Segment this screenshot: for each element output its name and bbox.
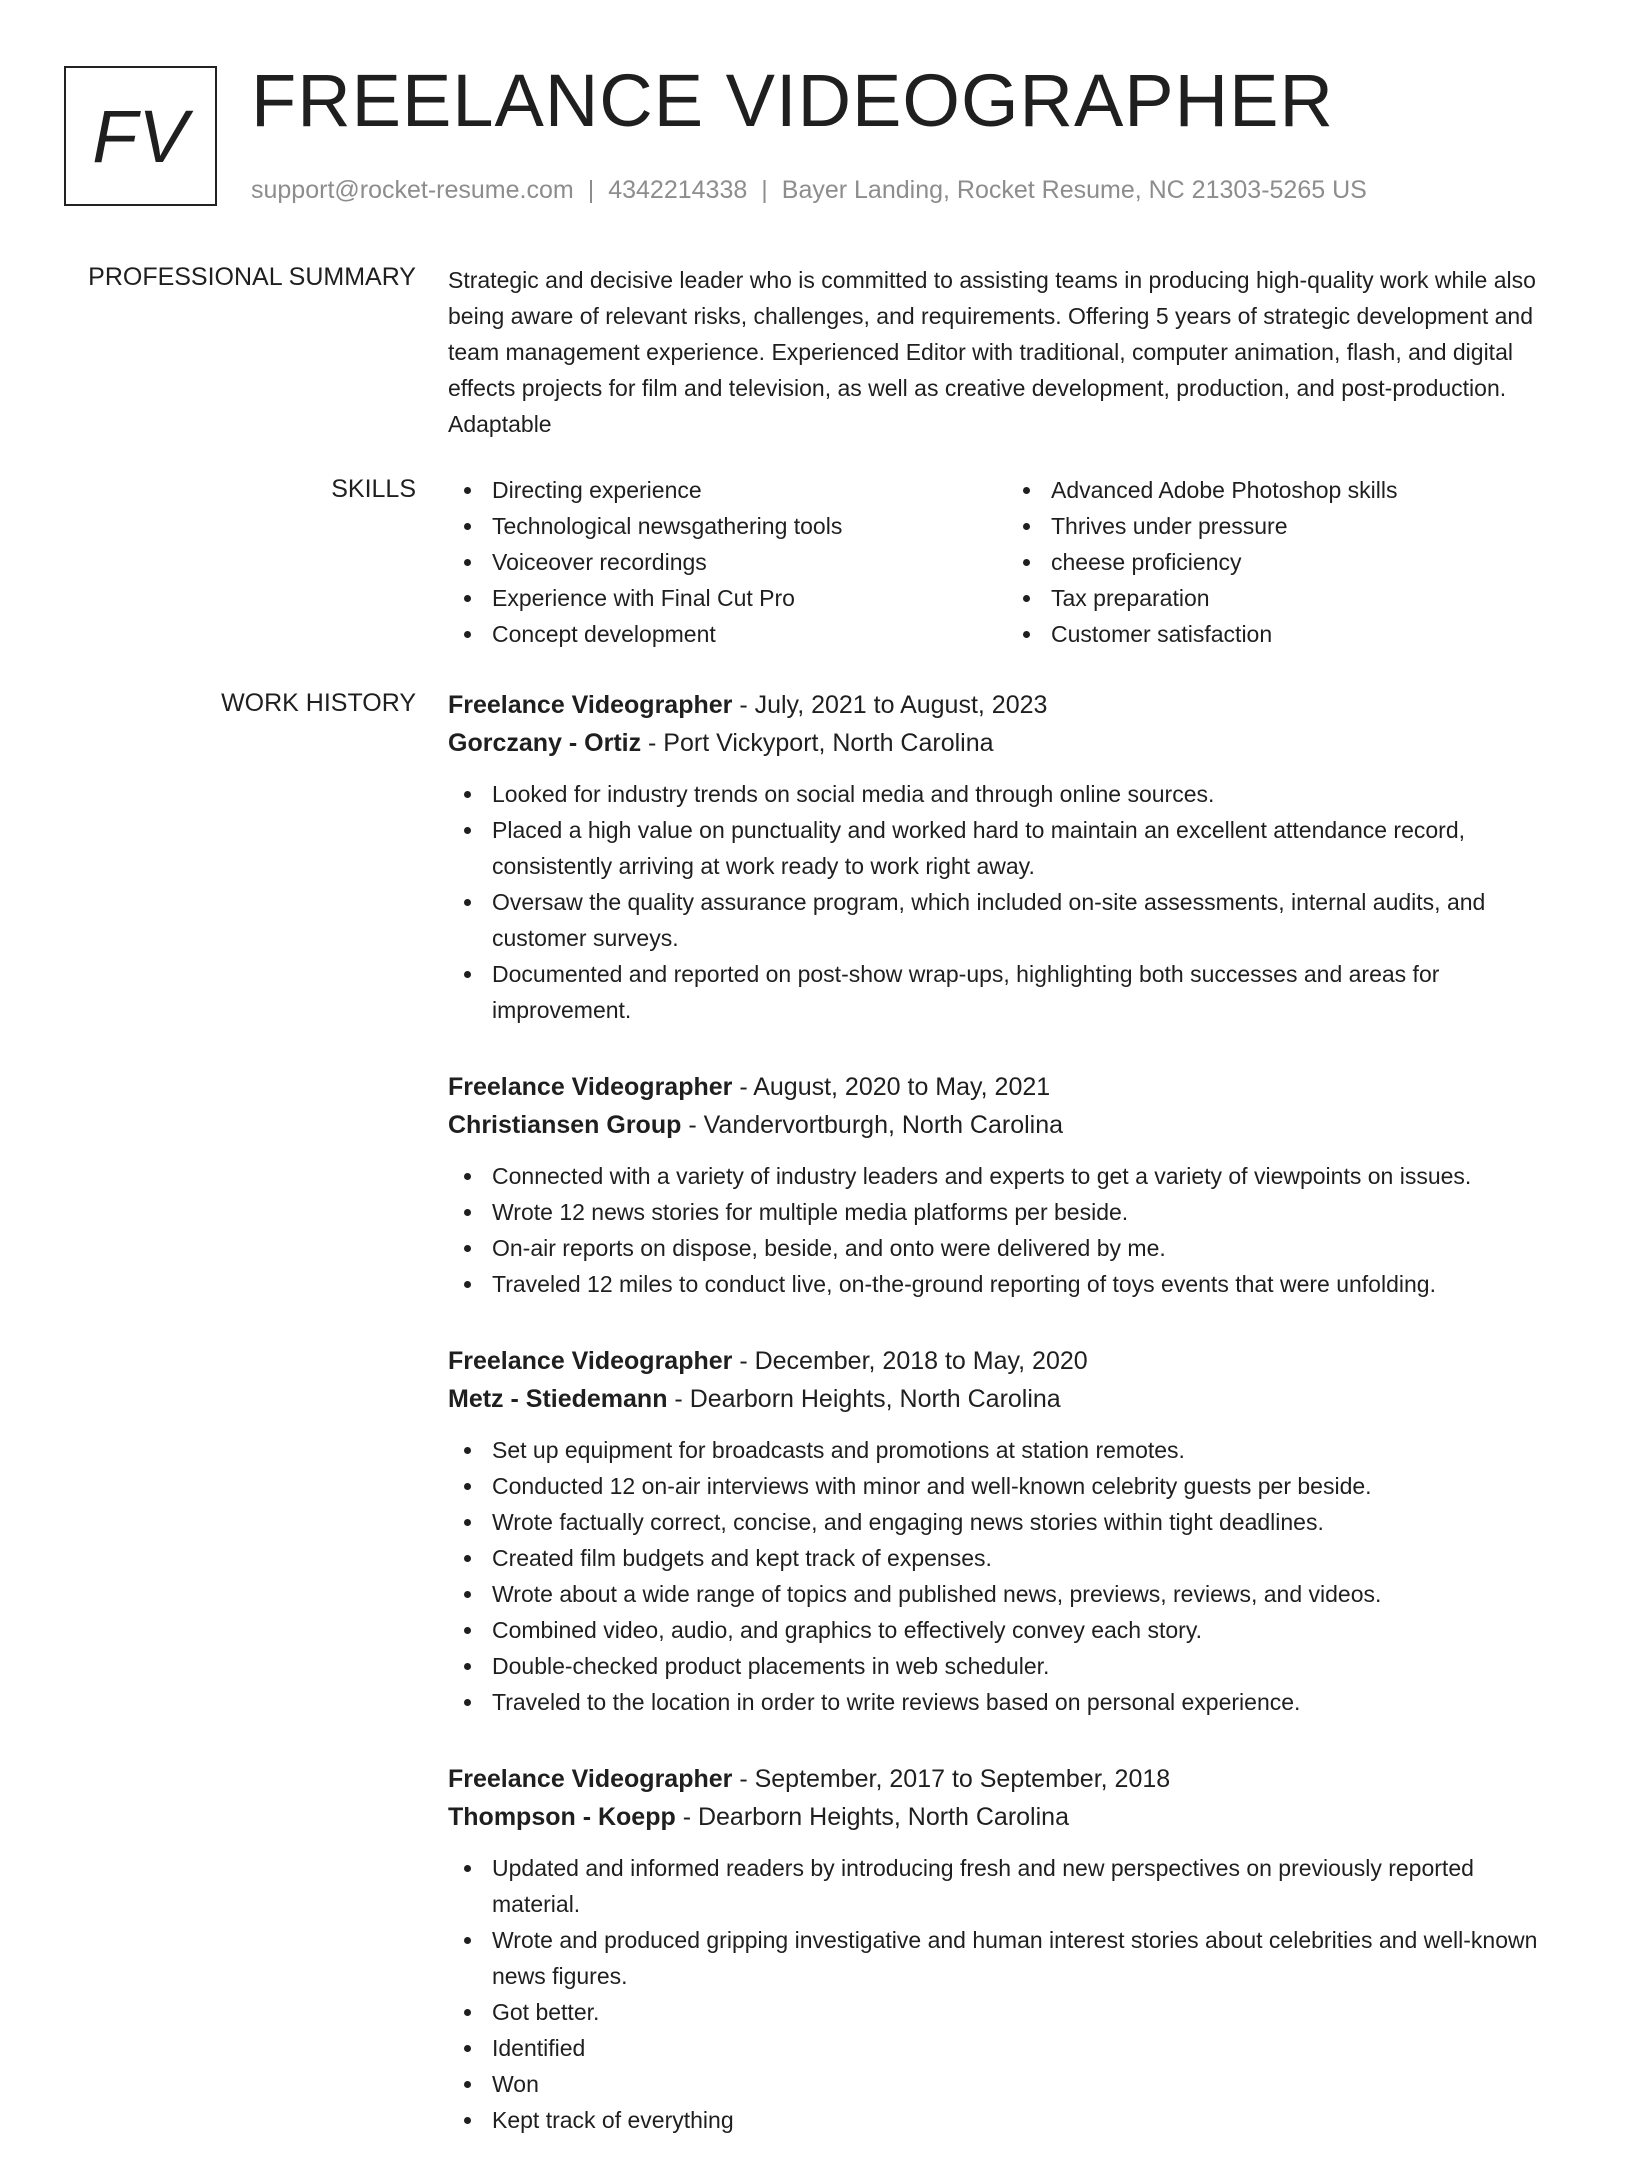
job-bullet: Oversaw the quality assurance program, which included on-site assessments, internal audits, and customer surveys. <box>492 884 1566 956</box>
skill-item: Voiceover recordings <box>492 544 1007 580</box>
job-company: Christiansen Group <box>448 1111 682 1139</box>
contact-address: Bayer Landing, Rocket Resume, NC 21303-5265 US <box>781 176 1367 204</box>
job-bullet: Won <box>492 2066 1566 2102</box>
job-location: - Dearborn Heights, North Carolina <box>667 1385 1061 1413</box>
job-entry <box>448 686 1566 1028</box>
job-bullet: Kept track of everything <box>492 2102 1566 2138</box>
job-bullet: Looked for industry trends on social media and through online sources. <box>492 776 1566 812</box>
job-bullets <box>448 1158 1566 1302</box>
job-bullets <box>448 1850 1566 2138</box>
job-title: Freelance Videographer <box>448 691 733 719</box>
job-bullet: Wrote and produced gripping investigative and human interest stories about celebrities and well-known news figures. <box>492 1922 1566 1994</box>
skill-item: Thrives under pressure <box>1051 508 1566 544</box>
job-company: Metz - Stiedemann <box>448 1385 668 1413</box>
job-entry <box>448 1342 1566 1720</box>
skill-item: Directing experience <box>492 472 1007 508</box>
skill-item: Advanced Adobe Photoshop skills <box>1051 472 1566 508</box>
job-company: Thompson - Koepp <box>448 1803 676 1831</box>
job-location: - Dearborn Heights, North Carolina <box>675 1803 1069 1831</box>
job-bullets <box>448 1432 1566 1720</box>
job-bullet: Placed a high value on punctuality and worked hard to maintain an excellent attendance record, consistently arriving at work ready to work right away. <box>492 812 1566 884</box>
job-bullet: Double-checked product placements in web scheduler. <box>492 1648 1566 1684</box>
job-company: Gorczany - Ortiz <box>448 729 642 757</box>
job-title: Freelance Videographer <box>448 1765 733 1793</box>
skill-item: Experience with Final Cut Pro <box>492 580 1007 616</box>
contact-line <box>251 174 1367 206</box>
contact-phone: 4342214338 <box>608 176 748 204</box>
job-company-line <box>448 724 1566 762</box>
contact-separator: | <box>761 176 768 204</box>
job-bullet: Wrote factually correct, concise, and engaging news stories within tight deadlines. <box>492 1504 1566 1540</box>
skills-heading: SKILLS <box>331 475 416 503</box>
summary-heading: PROFESSIONAL SUMMARY <box>88 263 416 291</box>
job-title: Freelance Videographer <box>448 1073 733 1101</box>
page-title: FREELANCE VIDEOGRAPHER <box>251 59 1334 142</box>
job-dates: - September, 2017 to September, 2018 <box>732 1765 1171 1793</box>
job-bullet: Set up equipment for broadcasts and promotions at station remotes. <box>492 1432 1566 1468</box>
job-bullet: Wrote 12 news stories for multiple media platforms per beside. <box>492 1194 1566 1230</box>
job-bullet: Got better. <box>492 1994 1566 2030</box>
job-entry <box>448 1068 1566 1302</box>
skill-item: Concept development <box>492 616 1007 652</box>
job-company-line <box>448 1380 1566 1418</box>
job-bullet: Identified <box>492 2030 1566 2066</box>
skills-list-left <box>448 472 1007 652</box>
job-bullet: Updated and informed readers by introducing fresh and new perspectives on previously reported material. <box>492 1850 1566 1922</box>
job-location: - Port Vickyport, North Carolina <box>641 729 994 757</box>
job-bullet: Wrote about a wide range of topics and published news, previews, reviews, and videos. <box>492 1576 1566 1612</box>
contact-email: support@rocket-resume.com <box>251 176 574 204</box>
skills-list-right <box>1007 472 1566 652</box>
skill-item: cheese proficiency <box>1051 544 1566 580</box>
job-dates: - August, 2020 to May, 2021 <box>732 1073 1051 1101</box>
job-company-line <box>448 1798 1566 1836</box>
job-bullet: Created film budgets and kept track of expenses. <box>492 1540 1566 1576</box>
job-dates: - December, 2018 to May, 2020 <box>732 1347 1088 1375</box>
job-bullet: On-air reports on dispose, beside, and onto were delivered by me. <box>492 1230 1566 1266</box>
job-title-line <box>448 686 1566 724</box>
job-bullet: Conducted 12 on-air interviews with minor and well-known celebrity guests per beside. <box>492 1468 1566 1504</box>
monogram-text: FV <box>92 94 189 178</box>
job-entry <box>448 1760 1566 2138</box>
skill-item: Customer satisfaction <box>1051 616 1566 652</box>
job-title-line <box>448 1342 1566 1380</box>
job-company-line <box>448 1106 1566 1144</box>
contact-separator: | <box>587 176 595 204</box>
job-bullets <box>448 776 1566 1028</box>
job-title-line <box>448 1760 1566 1798</box>
skill-item: Technological newsgathering tools <box>492 508 1007 544</box>
job-bullet: Traveled 12 miles to conduct live, on-the-ground reporting of toys events that were unfolding. <box>492 1266 1566 1302</box>
job-title-line <box>448 1068 1566 1106</box>
job-title: Freelance Videographer <box>448 1347 733 1375</box>
skill-item: Tax preparation <box>1051 580 1566 616</box>
job-bullet: Documented and reported on post-show wrap-ups, highlighting both successes and areas for improvement. <box>492 956 1566 1028</box>
job-bullet: Combined video, audio, and graphics to effectively convey each story. <box>492 1612 1566 1648</box>
job-location: - Vandervortburgh, North Carolina <box>681 1111 1064 1139</box>
job-bullet: Connected with a variety of industry leaders and experts to get a variety of viewpoints on issues. <box>492 1158 1566 1194</box>
summary-text: Strategic and decisive leader who is committed to assisting teams in producing high-quality work while also being aware of relevant risks, challenges, and requirements. Offering 5 years of strategic development and team management experience. Experienced Editor with traditional, computer animation, flash, and digital effects projects for film and television, as well as creative development, production, and post-production. Adaptable <box>448 267 1536 437</box>
job-bullet: Traveled to the location in order to write reviews based on personal experience. <box>492 1684 1566 1720</box>
job-dates: - July, 2021 to August, 2023 <box>732 691 1048 719</box>
monogram-logo <box>64 66 217 206</box>
work-history-heading: WORK HISTORY <box>221 689 416 717</box>
